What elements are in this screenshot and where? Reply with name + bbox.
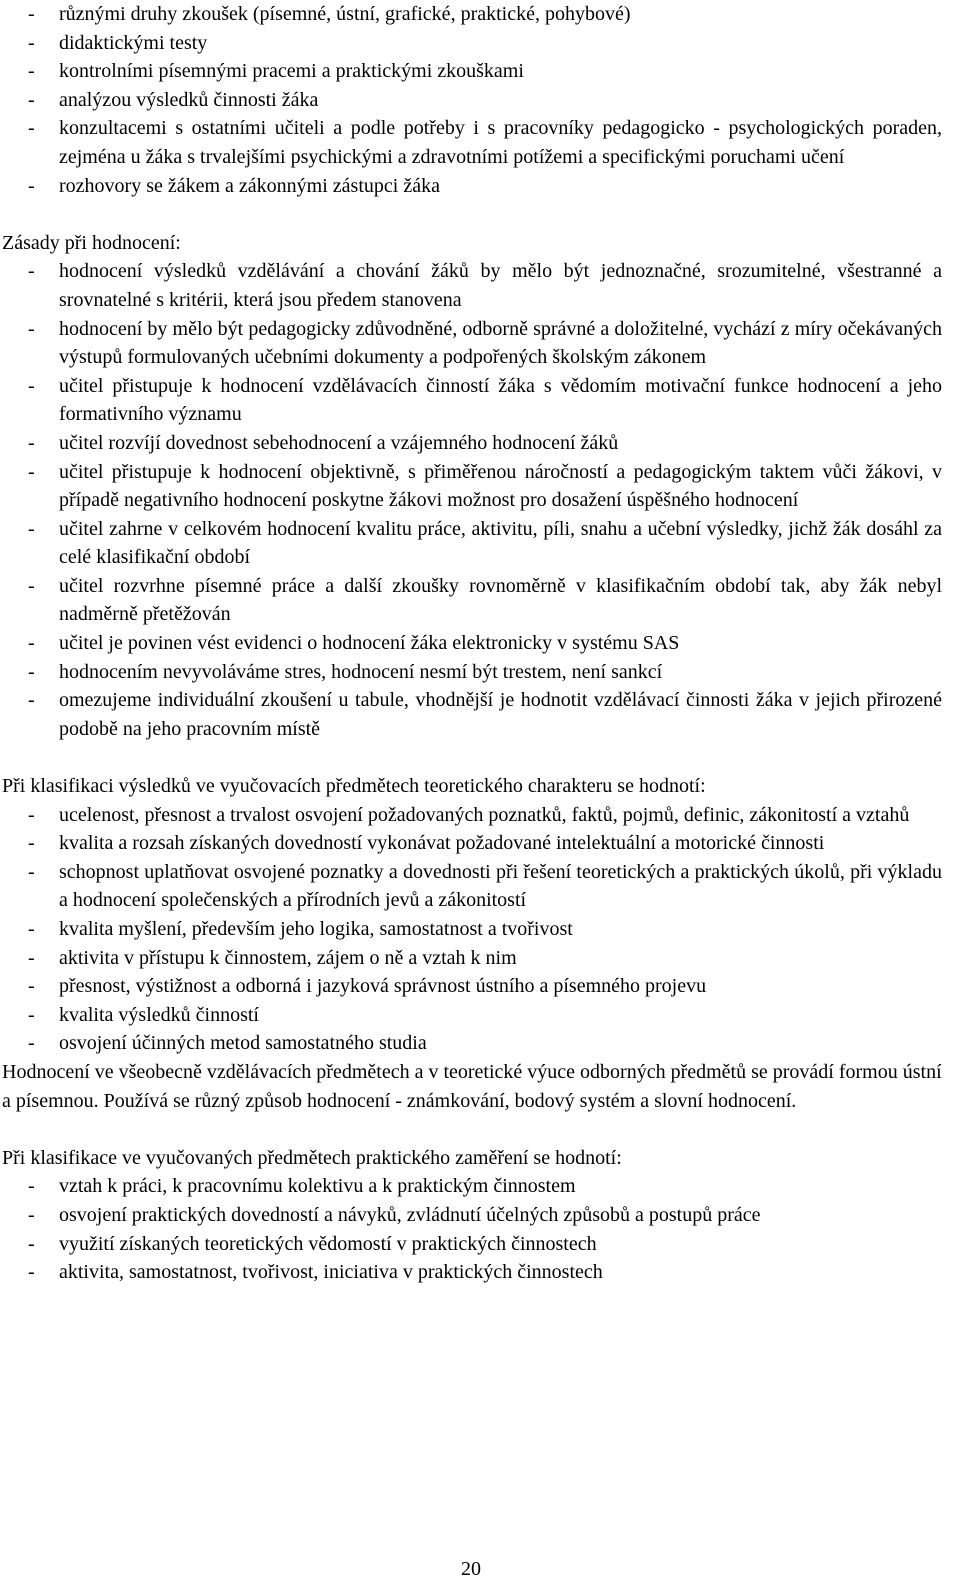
list-item: - hodnocením nevyvoláváme stres, hodnocení nesmí být trestem, není sankcí <box>2 658 942 687</box>
evaluation-methods-list <box>2 0 942 200</box>
list-item: - využití získaných teoretických vědomostí v praktických činnostech <box>2 1230 942 1259</box>
list-item: - rozhovory se žákem a zákonnými zástupci žáka <box>2 172 942 201</box>
list-item: - konzultacemi s ostatními učiteli a podle potřeby i s pracovníky pedagogicko - psychologických poraden, zejména u žáka s trvalejšími psychickými a zdravotními potížemi a specifickými poruchami učení <box>2 114 942 171</box>
list-item: - učitel rozvíjí dovednost sebehodnocení a vzájemného hodnocení žáků <box>2 429 942 458</box>
list-item: - kvalita výsledků činností <box>2 1001 942 1030</box>
list-item: - aktivita v přístupu k činnostem, zájem o ně a vztah k nim <box>2 944 942 973</box>
list-item: - kvalita a rozsah získaných dovedností vykonávat požadované intelektuální a motorické činnosti <box>2 829 942 858</box>
list-item: - didaktickými testy <box>2 29 942 58</box>
list-item: - ucelenost, přesnost a trvalost osvojení požadovaných poznatků, faktů, pojmů, definic, zákonitostí a vztahů <box>2 801 942 830</box>
list-item: - kvalita myšlení, především jeho logika, samostatnost a tvořivost <box>2 915 942 944</box>
spacer <box>2 200 942 229</box>
page-number: 20 <box>461 1558 481 1580</box>
section-heading-prakticke: Při klasifikace ve vyučovaných předmětech praktického zaměření se hodnotí: <box>2 1146 622 1169</box>
list-item: - učitel je povinen vést evidenci o hodnocení žáka elektronicky v systému SAS <box>2 629 942 658</box>
zasady-list <box>2 257 942 743</box>
list-item: - hodnocení by mělo být pedagogicky zdůvodněné, odborně správné a doložitelné, vychází z míry očekávaných výstupů formulovaných učebními dokumenty a podpořených školským zákonem <box>2 315 942 372</box>
list-item: - učitel přistupuje k hodnocení objektivně, s přiměřenou náročností a pedagogickým taktem vůči žákovi, v případě negativního hodnocení poskytne žákovi možnost pro dosažení úspěšného hodnocení <box>2 458 942 515</box>
teoreticke-list <box>2 801 942 1058</box>
list-item: - osvojení praktických dovedností a návyků, zvládnutí účelných způsobů a postupů práce <box>2 1201 942 1230</box>
list-item: - omezujeme individuální zkoušení u tabule, vhodnější je hodnotit vzdělávací činnosti žáka v jejich přirozené podobě na jeho pracovním místě <box>2 686 942 743</box>
list-item: - osvojení účinných metod samostatného studia <box>2 1029 942 1058</box>
section-heading-teoreticke: Při klasifikaci výsledků ve vyučovacích předmětech teoretického charakteru se hodnotí: <box>2 775 706 798</box>
list-item: - vztah k práci, k pracovnímu kolektivu a k praktickým činnostem <box>2 1172 942 1201</box>
list-item: - učitel zahrne v celkovém hodnocení kvalitu práce, aktivitu, píli, snahu a učební výsledky, jichž žák dosáhl za celé klasifikační období <box>2 515 942 572</box>
list-item: - různými druhy zkoušek (písemné, ústní, grafické, praktické, pohybové) <box>2 0 942 29</box>
list-item: - přesnost, výstižnost a odborná i jazyková správnost ústního a písemného projevu <box>2 972 942 1001</box>
list-item: - učitel rozvrhne písemné práce a další zkoušky rovnoměrně v klasifikačním období tak, aby žák nebyl nadměrně přetěžován <box>2 572 942 629</box>
list-item: - učitel přistupuje k hodnocení vzdělávacích činností žáka s vědomím motivační funkce hodnocení a jeho formativního významu <box>2 372 942 429</box>
prakticke-list <box>2 1172 942 1286</box>
spacer <box>2 1115 942 1144</box>
document-body <box>2 0 942 1287</box>
list-item: - schopnost uplatňovat osvojené poznatky a dovednosti při řešení teoretických a praktických úkolů, při výkladu a hodnocení společenských a přírodních jevů a zákonitostí <box>2 858 942 915</box>
spacer <box>2 743 942 772</box>
list-item: - aktivita, samostatnost, tvořivost, iniciativa v praktických činnostech <box>2 1258 942 1287</box>
section-heading-zasady: Zásady při hodnocení: <box>2 231 181 254</box>
list-item: - kontrolními písemnými pracemi a praktickými zkouškami <box>2 57 942 86</box>
teoreticke-paragraph: Hodnocení ve všeobecně vzdělávacích předmětech a v teoretické výuce odborných předmětů se provádí formou ústní a písemnou. Používá se různý způsob hodnocení - známkování, bodový systém a slovní hodnocení. <box>2 1060 942 1112</box>
list-item: - hodnocení výsledků vzdělávání a chování žáků by mělo být jednoznačné, srozumitelné, všestranné a srovnatelné s kritérii, která jsou předem stanovena <box>2 257 942 314</box>
list-item: - analýzou výsledků činnosti žáka <box>2 86 942 115</box>
